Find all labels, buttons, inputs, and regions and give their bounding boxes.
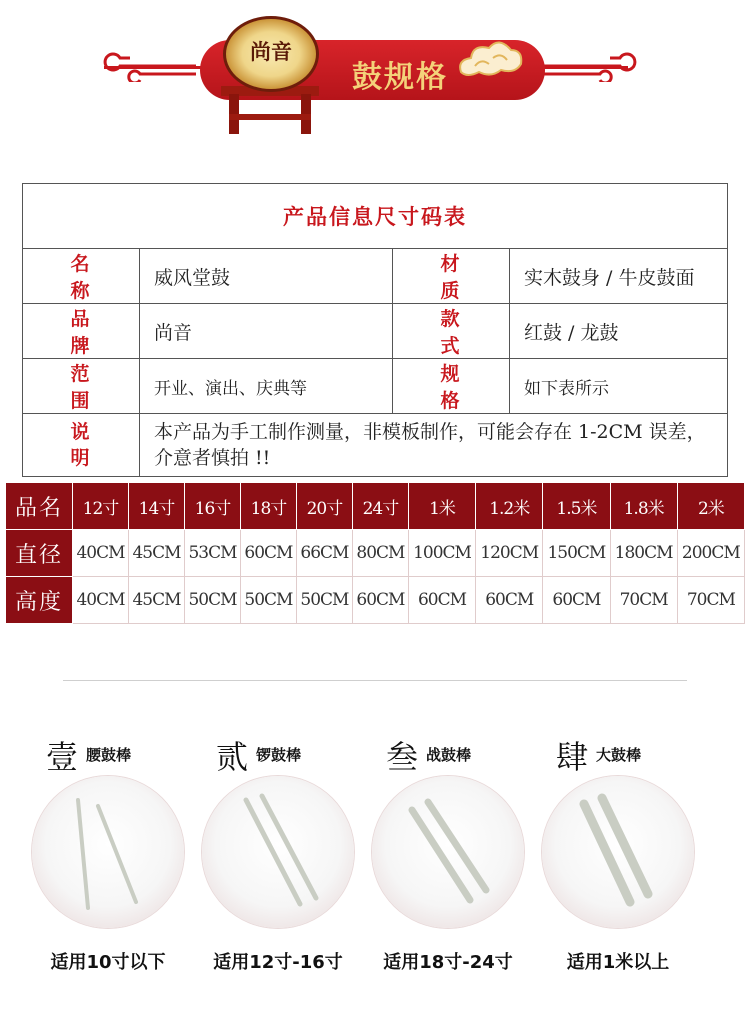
diameter-cell: 200CM [677,530,744,577]
stick-card-big [538,720,708,980]
stick-number: 壹 [46,738,79,776]
diameter-cell: 60CM [240,530,296,577]
info-label: 款式 [393,304,510,359]
stick-name: 大鼓棒 [596,746,642,764]
waist-drumstick-icon [32,776,184,928]
stick-name: 腰鼓棒 [86,746,132,764]
battle-drumstick-icon [372,776,524,928]
diameter-row [6,530,745,577]
height-cell: 70CM [677,577,744,624]
size-cell: 1米 [408,483,475,530]
height-cell: 70CM [610,577,677,624]
gong-drumstick-icon [202,776,354,928]
height-row [6,577,745,624]
stick-number: 肆 [556,738,589,776]
stick-image-circle [372,776,524,928]
drum-stand-icon [215,86,325,134]
diameter-cell: 120CM [476,530,543,577]
info-label: 品牌 [23,304,140,359]
info-value: 威风堂鼓 [140,249,393,304]
info-label: 范围 [23,359,140,414]
info-value: 开业、演出、庆典等 [140,359,393,414]
stick-caption: 适用12寸-16寸 [213,952,343,973]
diameter-cell: 53CM [184,530,240,577]
info-value: 如下表所示 [510,359,728,414]
scroll-ornament-right-icon [540,52,640,82]
stick-number: 叁 [386,738,419,776]
table-row [23,304,728,359]
stick-image-circle [202,776,354,928]
height-cell: 50CM [184,577,240,624]
info-value: 实木鼓身 / 牛皮鼓面 [510,249,728,304]
stick-image-circle [542,776,694,928]
page-title: 鼓规格 [352,60,448,95]
stick-caption: 适用1米以上 [566,952,670,973]
info-value: 尚音 [140,304,393,359]
stick-name: 战鼓棒 [426,746,472,764]
size-cell: 14寸 [128,483,184,530]
size-header-row [6,483,745,530]
info-label: 材质 [393,249,510,304]
table-row [23,249,728,304]
stick-card-waist [28,720,198,980]
cloud-ornament-icon [455,36,525,80]
stick-caption: 适用10寸以下 [50,952,166,973]
size-header-label: 品名 [6,483,73,530]
stick-image-circle [32,776,184,928]
diameter-label: 直径 [6,530,73,577]
note-text: 本产品为手工制作测量，非模板制作，可能会存在 1-2CM 误差，介意者慎拍 !! [140,414,728,477]
height-label: 高度 [6,577,73,624]
product-info-table [22,183,728,477]
stick-caption: 适用18寸-24寸 [383,952,513,973]
size-cell: 1.2米 [476,483,543,530]
diameter-cell: 180CM [610,530,677,577]
info-label: 名称 [23,249,140,304]
scroll-ornament-left-icon [100,52,200,82]
height-cell: 50CM [240,577,296,624]
height-cell: 45CM [128,577,184,624]
info-table-title: 产品信息尺寸码表 [23,184,728,249]
stick-card-battle [368,720,538,980]
size-cell: 1.8米 [610,483,677,530]
size-cell: 1.5米 [543,483,610,530]
stick-name: 锣鼓棒 [256,746,302,764]
height-cell: 50CM [296,577,352,624]
diameter-cell: 66CM [296,530,352,577]
table-row [23,359,728,414]
info-label: 规格 [393,359,510,414]
big-drumstick-icon [542,776,694,928]
table-row [23,414,728,477]
drum-brand-text: 尚音 [250,39,292,64]
height-cell: 40CM [73,577,129,624]
note-label: 说明 [23,414,140,477]
diameter-cell: 100CM [408,530,475,577]
size-cell: 24寸 [352,483,408,530]
height-cell: 60CM [476,577,543,624]
size-cell: 12寸 [73,483,129,530]
info-value: 红鼓 / 龙鼓 [510,304,728,359]
diameter-cell: 45CM [128,530,184,577]
size-cell: 20寸 [296,483,352,530]
size-cell: 2米 [677,483,744,530]
height-cell: 60CM [352,577,408,624]
height-cell: 60CM [408,577,475,624]
section-divider [63,680,687,681]
stick-card-gong [198,720,368,980]
header-banner [0,0,750,150]
diameter-cell: 150CM [543,530,610,577]
size-table [5,482,745,624]
stick-number: 贰 [216,738,249,776]
height-cell: 60CM [543,577,610,624]
diameter-cell: 80CM [352,530,408,577]
size-cell: 16寸 [184,483,240,530]
size-cell: 18寸 [240,483,296,530]
diameter-cell: 40CM [73,530,129,577]
